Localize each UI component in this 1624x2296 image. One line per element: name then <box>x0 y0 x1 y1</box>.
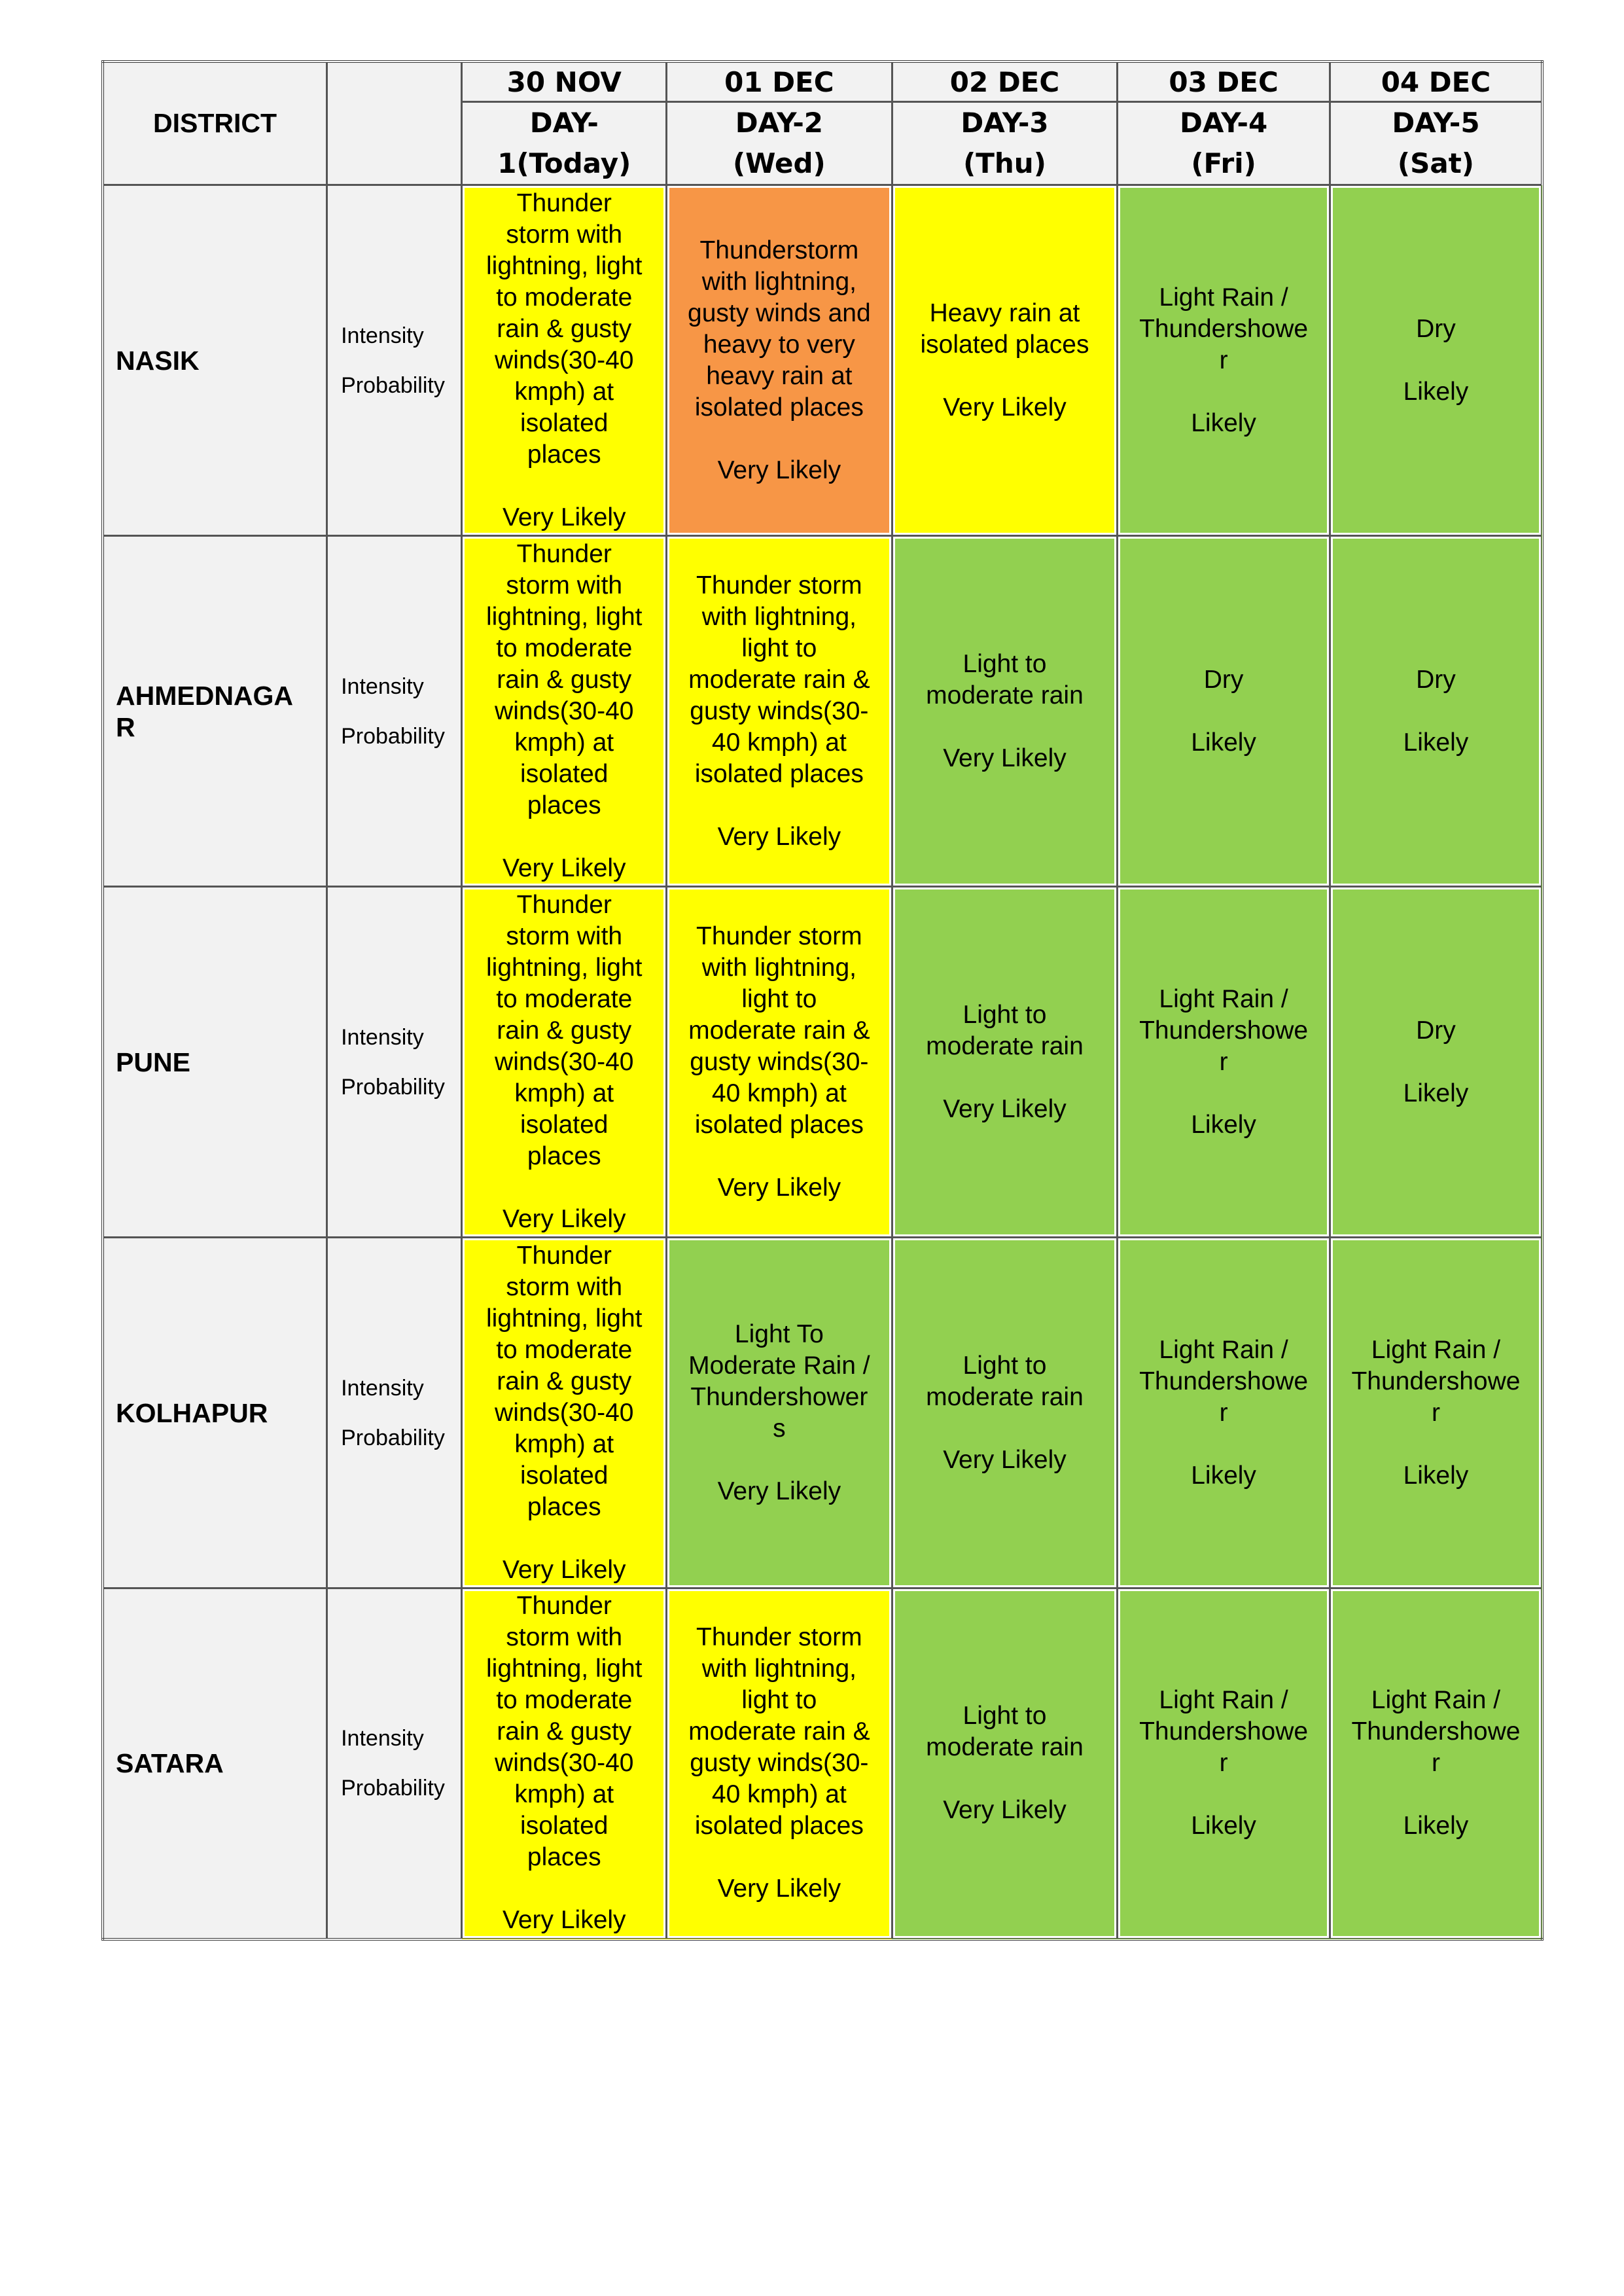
header-date-row <box>103 62 1542 102</box>
forecast-cell-content <box>667 1319 891 1507</box>
forecast-cell <box>462 1238 667 1588</box>
intensity-text: Light to moderate rain <box>926 1702 1084 1762</box>
date-header: 02 DEC <box>892 62 1118 102</box>
probability-label: Probability <box>341 1425 445 1450</box>
intensity-text: Thunder storm with lightning, light to moderate rain & gusty winds(30-40 kmph) at isolated places <box>486 188 643 469</box>
district-row <box>103 887 1542 1238</box>
forecast-cell-content <box>893 298 1117 423</box>
forecast-cell <box>892 1238 1118 1588</box>
date-header: 30 NOV <box>462 62 667 102</box>
forecast-cell <box>462 887 667 1238</box>
intensity-text: Light Rain / Thundershowe r <box>1139 984 1309 1076</box>
district-name: KOLHAPUR <box>103 1238 327 1588</box>
probability-text: Very Likely <box>717 1477 841 1505</box>
day-header: DAY-3 (Thu) <box>892 102 1118 185</box>
forecast-cell-content <box>667 570 891 853</box>
district-row <box>103 1238 1542 1588</box>
forecast-cell <box>1330 185 1542 536</box>
forecast-cell <box>667 185 892 536</box>
intensity-label: Intensity <box>341 323 424 348</box>
forecast-body <box>103 185 1542 1939</box>
date-header: 03 DEC <box>1118 62 1330 102</box>
district-name: NASIK <box>103 185 327 536</box>
intensity-label: Intensity <box>341 673 424 699</box>
probability-label: Probability <box>341 1074 445 1100</box>
intensity-text: Light to moderate rain <box>926 1351 1084 1411</box>
probability-label: Probability <box>341 372 445 398</box>
district-name: PUNE <box>103 887 327 1238</box>
row-labels <box>327 536 462 887</box>
probability-text: Very Likely <box>502 853 626 882</box>
probability-text: Very Likely <box>502 1555 626 1584</box>
forecast-cell <box>892 1588 1118 1939</box>
intensity-text: Heavy rain at isolated places <box>920 298 1089 359</box>
intensity-text: Light Rain / Thundershowe r <box>1139 1335 1309 1427</box>
forecast-cell-content <box>667 1622 891 1905</box>
intensity-text: Light Rain / Thundershowe r <box>1139 1686 1309 1778</box>
probability-text: Likely <box>1403 1079 1469 1107</box>
district-name: SATARA <box>103 1588 327 1939</box>
forecast-cell <box>667 536 892 887</box>
forecast-cell <box>1330 1238 1542 1588</box>
district-row <box>103 1588 1542 1939</box>
probability-text: Likely <box>1191 1461 1256 1490</box>
forecast-cell-content <box>463 889 665 1235</box>
forecast-cell <box>667 887 892 1238</box>
label-column-header <box>327 62 462 185</box>
forecast-cell <box>462 1588 667 1939</box>
forecast-cell <box>892 185 1118 536</box>
probability-text: Likely <box>1191 408 1256 437</box>
intensity-text: Light To Moderate Rain / Thundershower s <box>688 1319 870 1443</box>
probability-text: Very Likely <box>502 1204 626 1233</box>
forecast-cell-content <box>893 649 1117 774</box>
probability-text: Likely <box>1403 728 1469 757</box>
forecast-cell <box>892 887 1118 1238</box>
intensity-text: Dry <box>1416 665 1456 694</box>
intensity-text: Light to moderate rain <box>926 649 1084 709</box>
forecast-cell-content <box>1331 1685 1541 1842</box>
intensity-label: Intensity <box>341 1375 424 1401</box>
forecast-cell-content <box>463 539 665 884</box>
forecast-table <box>101 60 1544 1941</box>
day-header: DAY-5 (Sat) <box>1330 102 1542 185</box>
forecast-cell <box>667 1238 892 1588</box>
forecast-cell-content <box>1331 1015 1541 1109</box>
district-column-header: DISTRICT <box>103 62 327 185</box>
forecast-cell <box>892 536 1118 887</box>
probability-text: Very Likely <box>943 1094 1067 1123</box>
intensity-text: Thunder storm with lightning, light to moderate rain & gusty winds(30-40 kmph) at isolated places <box>486 1241 643 1521</box>
intensity-text: Dry <box>1416 314 1456 343</box>
probability-text: Likely <box>1403 1461 1469 1490</box>
forecast-cell <box>667 1588 892 1939</box>
forecast-cell-content <box>667 921 891 1204</box>
intensity-text: Dry <box>1416 1016 1456 1045</box>
probability-text: Likely <box>1403 1812 1469 1840</box>
district-row <box>103 185 1542 536</box>
intensity-text: Light Rain / Thundershowe r <box>1351 1686 1521 1778</box>
forecast-cell <box>1330 536 1542 887</box>
intensity-text: Thunder storm with lightning, light to moderate rain & gusty winds(30-40 kmph) at isolated places <box>486 1592 643 1872</box>
probability-text: Very Likely <box>717 456 841 484</box>
intensity-text: Thunder storm with lightning, light to moderate rain & gusty winds(30- 40 kmph) at isolated places <box>688 922 870 1139</box>
forecast-cell-content <box>667 235 891 486</box>
probability-text: Very Likely <box>717 1173 841 1202</box>
forecast-cell-content <box>463 1240 665 1586</box>
probability-text: Likely <box>1403 377 1469 406</box>
probability-text: Likely <box>1191 1812 1256 1840</box>
forecast-cell-content <box>1118 1335 1329 1492</box>
probability-label: Probability <box>341 1776 445 1801</box>
forecast-cell-content <box>1118 282 1329 439</box>
forecast-cell-content <box>1331 1335 1541 1492</box>
intensity-text: Thunder storm with lightning, light to moderate rain & gusty winds(30-40 kmph) at isolated places <box>486 539 643 819</box>
forecast-cell <box>462 536 667 887</box>
forecast-cell <box>1330 887 1542 1238</box>
forecast-cell <box>1330 1588 1542 1939</box>
forecast-cell-content <box>1118 1685 1329 1842</box>
probability-text: Very Likely <box>943 393 1067 422</box>
forecast-cell-content <box>1331 314 1541 408</box>
forecast-cell <box>462 185 667 536</box>
intensity-text: Light Rain / Thundershowe r <box>1351 1335 1521 1427</box>
day-header: DAY- 1(Today) <box>462 102 667 185</box>
probability-text: Very Likely <box>943 1796 1067 1825</box>
forecast-cell <box>1118 887 1330 1238</box>
probability-label: Probability <box>341 723 445 749</box>
intensity-text: Thunderstorm with lightning, gusty winds and heavy to very heavy rain at isolated places <box>688 236 871 422</box>
district-name: AHMEDNAGA R <box>103 536 327 887</box>
forecast-cell-content <box>463 188 665 533</box>
intensity-text: Thunder storm with lightning, light to moderate rain & gusty winds(30-40 kmph) at isolated places <box>486 890 643 1170</box>
forecast-cell <box>1118 1588 1330 1939</box>
probability-text: Likely <box>1191 1110 1256 1139</box>
intensity-text: Thunder storm with lightning, light to moderate rain & gusty winds(30- 40 kmph) at isolated places <box>688 1623 870 1840</box>
forecast-cell-content <box>893 1700 1117 1826</box>
forecast-cell-content <box>893 999 1117 1125</box>
forecast-cell-content <box>893 1350 1117 1476</box>
row-labels <box>327 1588 462 1939</box>
district-row <box>103 536 1542 887</box>
date-header: 01 DEC <box>667 62 892 102</box>
forecast-cell <box>1118 1238 1330 1588</box>
probability-text: Very Likely <box>502 503 626 531</box>
forecast-cell-content <box>1331 664 1541 759</box>
day-header: DAY-4 (Fri) <box>1118 102 1330 185</box>
intensity-label: Intensity <box>341 1024 424 1050</box>
forecast-cell-content <box>1118 984 1329 1141</box>
forecast-cell-content <box>1118 664 1329 759</box>
row-labels <box>327 1238 462 1588</box>
probability-text: Very Likely <box>502 1906 626 1935</box>
intensity-text: Light Rain / Thundershowe r <box>1139 283 1309 374</box>
row-labels <box>327 185 462 536</box>
date-header: 04 DEC <box>1330 62 1542 102</box>
intensity-text: Dry <box>1203 665 1244 694</box>
probability-text: Very Likely <box>943 1445 1067 1474</box>
row-labels <box>327 887 462 1238</box>
forecast-cell <box>1118 536 1330 887</box>
probability-text: Very Likely <box>943 744 1067 772</box>
probability-text: Likely <box>1191 728 1256 757</box>
intensity-label: Intensity <box>341 1726 424 1751</box>
intensity-text: Thunder storm with lightning, light to moderate rain & gusty winds(30- 40 kmph) at isolated places <box>688 571 870 788</box>
forecast-cell <box>1118 185 1330 536</box>
day-header: DAY-2 (Wed) <box>667 102 892 185</box>
probability-text: Very Likely <box>717 1874 841 1903</box>
forecast-cell-content <box>463 1590 665 1936</box>
probability-text: Very Likely <box>717 822 841 851</box>
intensity-text: Light to moderate rain <box>926 1000 1084 1060</box>
